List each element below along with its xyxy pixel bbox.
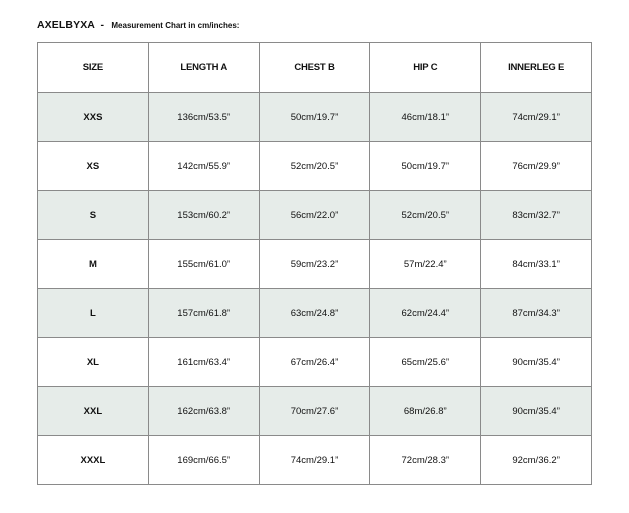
chest-cell: 74cm/29.1” bbox=[259, 436, 370, 485]
innerleg-cell: 74cm/29.1” bbox=[481, 93, 592, 142]
size-cell: XL bbox=[38, 338, 149, 387]
hip-cell: 62cm/24.4” bbox=[370, 289, 481, 338]
length-cell: 136cm/53.5” bbox=[148, 93, 259, 142]
length-cell: 157cm/61.8” bbox=[148, 289, 259, 338]
innerleg-cell: 87cm/34.3” bbox=[481, 289, 592, 338]
length-cell: 155cm/61.0” bbox=[148, 240, 259, 289]
innerleg-cell: 76cm/29.9” bbox=[481, 142, 592, 191]
page-heading bbox=[37, 16, 239, 32]
chest-cell: 50cm/19.7” bbox=[259, 93, 370, 142]
table-row bbox=[38, 289, 592, 338]
size-cell: XXXL bbox=[38, 436, 149, 485]
size-cell: XS bbox=[38, 142, 149, 191]
table-row bbox=[38, 142, 592, 191]
measurement-table bbox=[37, 42, 592, 485]
column-header-hip: HIP C bbox=[370, 43, 481, 93]
column-header-chest: CHEST B bbox=[259, 43, 370, 93]
hip-cell: 50cm/19.7” bbox=[370, 142, 481, 191]
table-row bbox=[38, 436, 592, 485]
innerleg-cell: 90cm/35.4” bbox=[481, 387, 592, 436]
heading-separator: - bbox=[100, 19, 104, 31]
chest-cell: 70cm/27.6” bbox=[259, 387, 370, 436]
chest-cell: 63cm/24.8” bbox=[259, 289, 370, 338]
length-cell: 161cm/63.4” bbox=[148, 338, 259, 387]
column-header-length: LENGTH A bbox=[148, 43, 259, 93]
length-cell: 142cm/55.9” bbox=[148, 142, 259, 191]
table-row bbox=[38, 93, 592, 142]
chest-cell: 52cm/20.5” bbox=[259, 142, 370, 191]
chart-subtitle: Measurement Chart in cm/inches: bbox=[111, 21, 240, 30]
size-cell: XXL bbox=[38, 387, 149, 436]
innerleg-cell: 83cm/32.7” bbox=[481, 191, 592, 240]
length-cell: 169cm/66.5” bbox=[148, 436, 259, 485]
table-row bbox=[38, 338, 592, 387]
hip-cell: 65cm/25.6” bbox=[370, 338, 481, 387]
column-header-size: SIZE bbox=[38, 43, 149, 93]
length-cell: 153cm/60.2” bbox=[148, 191, 259, 240]
table-row bbox=[38, 191, 592, 240]
innerleg-cell: 84cm/33.1” bbox=[481, 240, 592, 289]
hip-cell: 57m/22.4” bbox=[370, 240, 481, 289]
size-cell: XXS bbox=[38, 93, 149, 142]
table-row bbox=[38, 387, 592, 436]
column-header-innerleg: INNERLEG E bbox=[481, 43, 592, 93]
hip-cell: 52cm/20.5” bbox=[370, 191, 481, 240]
chest-cell: 56cm/22.0” bbox=[259, 191, 370, 240]
length-cell: 162cm/63.8” bbox=[148, 387, 259, 436]
innerleg-cell: 90cm/35.4” bbox=[481, 338, 592, 387]
size-cell: S bbox=[38, 191, 149, 240]
hip-cell: 46cm/18.1” bbox=[370, 93, 481, 142]
size-cell: L bbox=[38, 289, 149, 338]
hip-cell: 72cm/28.3” bbox=[370, 436, 481, 485]
chest-cell: 67cm/26.4” bbox=[259, 338, 370, 387]
size-cell: M bbox=[38, 240, 149, 289]
table-header-row bbox=[38, 43, 592, 93]
innerleg-cell: 92cm/36.2” bbox=[481, 436, 592, 485]
chest-cell: 59cm/23.2” bbox=[259, 240, 370, 289]
brand-name: AXELBYXA bbox=[37, 19, 95, 31]
table-row bbox=[38, 240, 592, 289]
hip-cell: 68m/26.8” bbox=[370, 387, 481, 436]
